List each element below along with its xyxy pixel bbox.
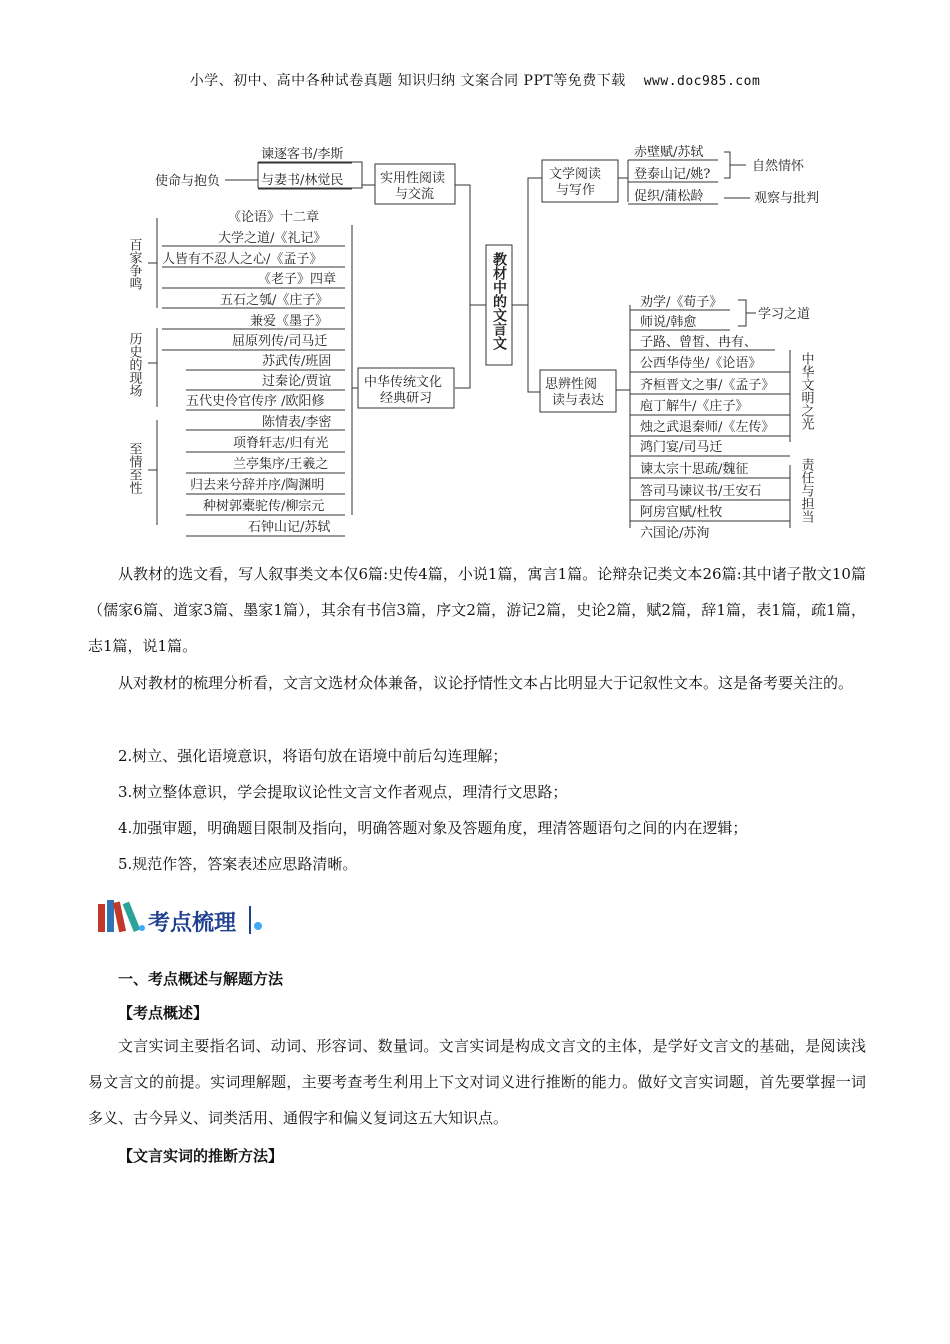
section-banner bbox=[92, 890, 282, 950]
item-liuguo: 六国论/苏洵 bbox=[640, 526, 710, 540]
branch-critical-label-2: 读与表达 bbox=[552, 393, 605, 408]
item-zhuzhiwu: 烛之武退秦师/《左传》 bbox=[640, 420, 775, 435]
section-heading: 一、考点概述与解题方法 bbox=[118, 970, 284, 988]
list-item-5: 5.规范作答，答案表述应思路清晰。 bbox=[118, 855, 358, 873]
item-qihuan: 齐桓晋文之事/《孟子》 bbox=[640, 378, 775, 393]
item-guoqin: 过秦论/贾谊 bbox=[262, 374, 332, 389]
item-laozi: 《老子》四章 bbox=[258, 272, 337, 287]
branch-classics-label-2: 经典研习 bbox=[380, 391, 433, 406]
item-yuqishu: 与妻书/林觉民 bbox=[261, 173, 344, 188]
theme-ziran: 自然情怀 bbox=[752, 159, 805, 174]
theme-lishi: 历史的现场 bbox=[126, 332, 142, 397]
branch-literary-label-1: 文学阅读 bbox=[549, 167, 602, 182]
theme-zhiqing: 至情至性 bbox=[126, 442, 142, 494]
item-guiqulai: 归去来兮辞并序/陶渊明 bbox=[190, 478, 325, 493]
branch-classics-label-1: 中华传统文化 bbox=[364, 375, 443, 390]
branch-practical-label-2: 与交流 bbox=[395, 187, 435, 202]
mindmap-center-label: 教材中的文言文 bbox=[491, 252, 507, 350]
item-shizuo-2: 公西华侍坐/《论语》 bbox=[640, 356, 762, 371]
section-banner-text: 考点梳理 bbox=[148, 911, 237, 936]
item-jiantaizong: 谏太宗十思疏/魏征 bbox=[640, 462, 749, 477]
theme-wenming: 中华文明之光 bbox=[798, 352, 814, 430]
item-lanting: 兰亭集序/王羲之 bbox=[233, 457, 329, 472]
item-mozi: 兼爱《墨子》 bbox=[250, 314, 329, 329]
theme-zeren: 责任与担当 bbox=[798, 458, 814, 523]
branch-literary-label-2: 与写作 bbox=[556, 183, 596, 198]
theme-guancha: 观察与批判 bbox=[754, 191, 820, 206]
theme-baijia: 百家争鸣 bbox=[126, 238, 142, 290]
item-quyuan: 屈原列传/司马迁 bbox=[232, 334, 328, 349]
item-shishuo: 师说/韩愈 bbox=[640, 315, 697, 330]
item-shizhong: 石钟山记/苏轼 bbox=[248, 520, 331, 535]
subheading-overview: 【考点概述】 bbox=[118, 1004, 209, 1022]
header-url[interactable]: www.doc985.com bbox=[643, 74, 761, 89]
item-xiangji: 项脊轩志/归有光 bbox=[233, 436, 329, 451]
header-text: 小学、初中、高中各种试卷真题 知识归纳 文案合同 PPT等免费下载 bbox=[189, 73, 626, 89]
item-shizuo-1: 子路、曾皙、冉有、 bbox=[640, 335, 758, 350]
item-zhuangzi: 五石之瓠/《庄子》 bbox=[220, 293, 329, 308]
item-zhongshu: 种树郭橐驼传/柳宗元 bbox=[203, 499, 325, 514]
paragraph-selection: 从教材的选文看，写人叙事类文本仅6篇:史传4篇，小说1篇，寓言1篇。论辩杂记类文本26篇:其中诸子散文10篇（儒家6篇、道家3篇、墨家1篇），其余有书信3篇，序文2篇，游记2篇，史论2篇，赋2篇，辞1篇，表1篇，疏1篇，志1篇，说1篇。 bbox=[88, 565, 866, 655]
item-lingguan: 五代史伶官传序 /欧阳修 bbox=[186, 394, 325, 409]
mindmap bbox=[0, 130, 950, 540]
page-header bbox=[0, 70, 950, 90]
item-paoding: 庖丁解牛/《庄子》 bbox=[640, 399, 749, 414]
item-quanxue: 劝学/《荀子》 bbox=[640, 295, 723, 310]
theme-xuexi: 学习之道 bbox=[758, 307, 811, 322]
item-suwu: 苏武传/班固 bbox=[262, 354, 332, 369]
list-item-3: 3.树立整体意识，学会提取议论性文言文作者观点，理清行文思路； bbox=[118, 783, 568, 801]
item-chibi: 赤壁赋/苏轼 bbox=[634, 145, 704, 160]
theme-mission: 使命与抱负 bbox=[155, 174, 221, 189]
books-icon bbox=[92, 890, 282, 950]
item-lunyu: 《论语》十二章 bbox=[228, 210, 320, 225]
item-dasima: 答司马谏议书/王安石 bbox=[640, 484, 762, 499]
item-jianzhukeshu: 谏逐客书/李斯 bbox=[261, 147, 344, 162]
paragraph-overview: 文言实词主要指名词、动词、形容词、数量词。文言实词是构成文言文的主体，是学好文言文的基础，是阅读浅易文言文的前提。实词理解题，主要考查考生利用上下文对词义进行推断的能力。做好文言实词题，首先要掌握一词多义、古今异义、词类活用、通假字和偏义复词这五大知识点。 bbox=[88, 1037, 866, 1127]
item-chenqing: 陈情表/李密 bbox=[262, 415, 332, 430]
branch-practical-label-1: 实用性阅读 bbox=[380, 171, 446, 186]
subheading-methods: 【文言实词的推断方法】 bbox=[118, 1147, 284, 1165]
item-afang: 阿房宫赋/杜牧 bbox=[640, 505, 723, 520]
paragraph-analysis: 从对教材的梳理分析看，文言文选材众体兼备，议论抒情性文本占比明显大于记叙性文本。这是备考要关注的。 bbox=[118, 674, 854, 692]
list-item-4: 4.加强审题，明确题目限制及指向，明确答题对象及答题角度，理清答题语句之间的内在逻辑； bbox=[118, 819, 748, 837]
item-cuzhi: 促织/蒲松龄 bbox=[634, 189, 704, 204]
list-item-2: 2.树立、强化语境意识，将语句放在语境中前后勾连理解； bbox=[118, 747, 508, 765]
branch-critical-label-1: 思辨性阅 bbox=[545, 377, 598, 392]
item-hongmen: 鸿门宴/司马迁 bbox=[640, 440, 723, 455]
item-daxue: 大学之道/《礼记》 bbox=[218, 231, 327, 246]
item-taishan: 登泰山记/姚? bbox=[634, 167, 711, 182]
item-mengzi: 人皆有不忍人之心/《孟子》 bbox=[162, 252, 323, 267]
